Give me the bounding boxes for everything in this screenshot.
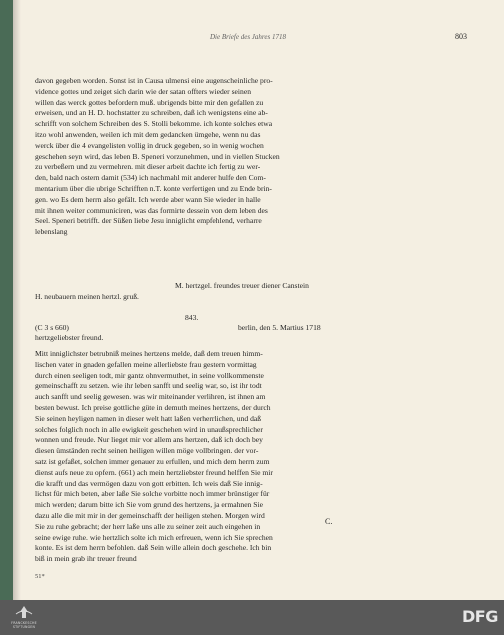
text-line: lischen vater in gnaden gefallen meine allerliebste frau gestern vormittag bbox=[35, 359, 257, 369]
text-line: mentarium über die ubrige Schrifften n.T. konte verfertigen und zu Ende brin- bbox=[35, 183, 272, 193]
page-gutter-shadow bbox=[13, 0, 21, 600]
sheet-signature-mark: 51* bbox=[35, 573, 45, 580]
text-line: seine ewige ruhe. wie hertzlich solte ich mich erfreuen, wenn ich Sie sprechen bbox=[35, 532, 273, 542]
text-line: wonnen und freude. Nur lieget mir vor allem ans hertzen, daß ich doch bey bbox=[35, 435, 263, 445]
letter-number: 843. bbox=[185, 313, 199, 322]
text-line: gen. wo Es dem herrn also gefält. Ich werde aber wann Sie wieder in halle bbox=[35, 194, 261, 204]
text-line: die krafft und das vermögen dazu von gott erbitten. Ich weis daß Sie innig- bbox=[35, 478, 263, 488]
text-line: lichst für mich beten, aber laße Sie solche vorbitte noch immer brünstiger für bbox=[35, 489, 270, 499]
viewer-footer-bar bbox=[0, 600, 504, 635]
letter-843-signature: C. bbox=[325, 517, 333, 526]
text-line: Mitt inniglichster betrubniß meines hertzens melde, daß dem treuen himm- bbox=[35, 349, 263, 358]
text-line: zu verbeßern und zu vermehren. mit dieser arbeit dachte ich fertig zu wer- bbox=[35, 162, 261, 172]
text-line: davon gegeben worden. Sonst ist in Causa ulmensi eine augenscheinliche pro- bbox=[35, 76, 273, 85]
book-cover-edge bbox=[0, 0, 13, 635]
text-line: durch einen seeligen todt, mir gantz ohnvermuthet, in seine vollkommenste bbox=[35, 370, 264, 380]
letter-842-signature: M. hertzgel. freundes treuer diener Canstein bbox=[175, 281, 309, 290]
letter-salutation: hertzgeliebster freund. bbox=[35, 333, 104, 342]
text-line: auch sanfft und seelig gewesen. was wir miteinander verlihren, ist ihnen am bbox=[35, 392, 266, 402]
text-line: Sie seinen heyligen namen in dieser welt hatt laßen verherrlichen, und daß bbox=[35, 413, 262, 423]
text-line: mich werden; darum bitte ich Sie vom grund des hertzens, ja ermahnen Sie bbox=[35, 500, 263, 510]
text-line: dazu alle die mit mir in der gemeinschafft der heiligen stehen. Morgen wird bbox=[35, 510, 265, 520]
text-line: den, bald nach ostern damit (534) ich nachmahl mit anderer hulfe den Com- bbox=[35, 173, 266, 183]
text-line: erweisen, und an H. D. hochstatter zu schreiben, daß ich wenigstens eine ab- bbox=[35, 108, 268, 118]
text-line: gemeinschafft zu setzen. wie ihr leben sanfft und seelig war, so, ist ihr todt bbox=[35, 381, 262, 391]
text-line: werck über die 4 evangelisten vollig in druck gegeben, so in wenig wochen bbox=[35, 140, 264, 150]
letter-842-greeting: H. neubauern meinen hertzl. gruß. bbox=[35, 292, 139, 301]
text-line: satz ist gefaßet, solchen immer genauer zu erfullen, und mich dem herrn zum bbox=[35, 456, 270, 466]
text-line: solches folglich noch in alle ewigkeit geschehen wird in unaußsprechlicher bbox=[35, 424, 263, 434]
text-line: konte. Es ist dem herrn befohlen. daß Sein wille allein doch geschehe. Ich bin bbox=[35, 543, 272, 553]
text-line: itzo wohl anwenden, weilen ich mit dem gedancken ümgehe, wenn nu das bbox=[35, 129, 261, 139]
page-number: 803 bbox=[455, 32, 467, 41]
text-line: Seel. Speneri betrifft. der Süßen liebe Jesu inniglicht empfehlend, verharre bbox=[35, 216, 262, 226]
text-line: Sie zu ruhe gebracht; der herr laße uns alle zu seiner zeit auch eingehen in bbox=[35, 521, 261, 531]
foundation-name: FRANCKESCHE STIFTUNGEN bbox=[11, 621, 37, 629]
text-line: lebenslang bbox=[35, 227, 68, 237]
text-line: diesen ümständen recht seinen heiligen willen möge vollbringen. der vor- bbox=[35, 446, 259, 456]
letter-place-date: berlin, den 5. Martius 1718 bbox=[238, 323, 321, 332]
letter-archive-code: (C 3 s 660) bbox=[35, 323, 69, 332]
text-line: schrifft von solchem Schreiben des S. Stolli bekomme. ich konte solches etwa bbox=[35, 119, 273, 129]
text-line: besten bewust. Ich preise gottliche güte in demuth meines hertzens, der durch bbox=[35, 402, 271, 412]
running-title: Die Briefe des Jahres 1718 bbox=[210, 33, 286, 41]
text-line: biß in mein grab ihr treuer freund bbox=[35, 554, 137, 564]
text-line: willen das werck gottes befordern muß. ubrigends bitte mir den gefallen zu bbox=[35, 97, 264, 107]
text-line: dienst aufs neue zu opfern. (661) ach mein hertzliebster freund helffen Sie mir bbox=[35, 467, 273, 477]
dfg-logo: DFG bbox=[462, 607, 498, 626]
text-line: mit ihnen weiter communiciren, was das formirte dessein von dem leben des bbox=[35, 205, 268, 215]
letter-842-body bbox=[35, 76, 335, 238]
text-line: geschehen seyn wird, das leben B. Speneri vorzunehmen, und in viellen Stucken bbox=[35, 151, 280, 161]
text-line: vidence gottes und zeiget sich darin wie der satan offters wieder seinen bbox=[35, 86, 251, 96]
letter-843-body bbox=[35, 349, 335, 565]
